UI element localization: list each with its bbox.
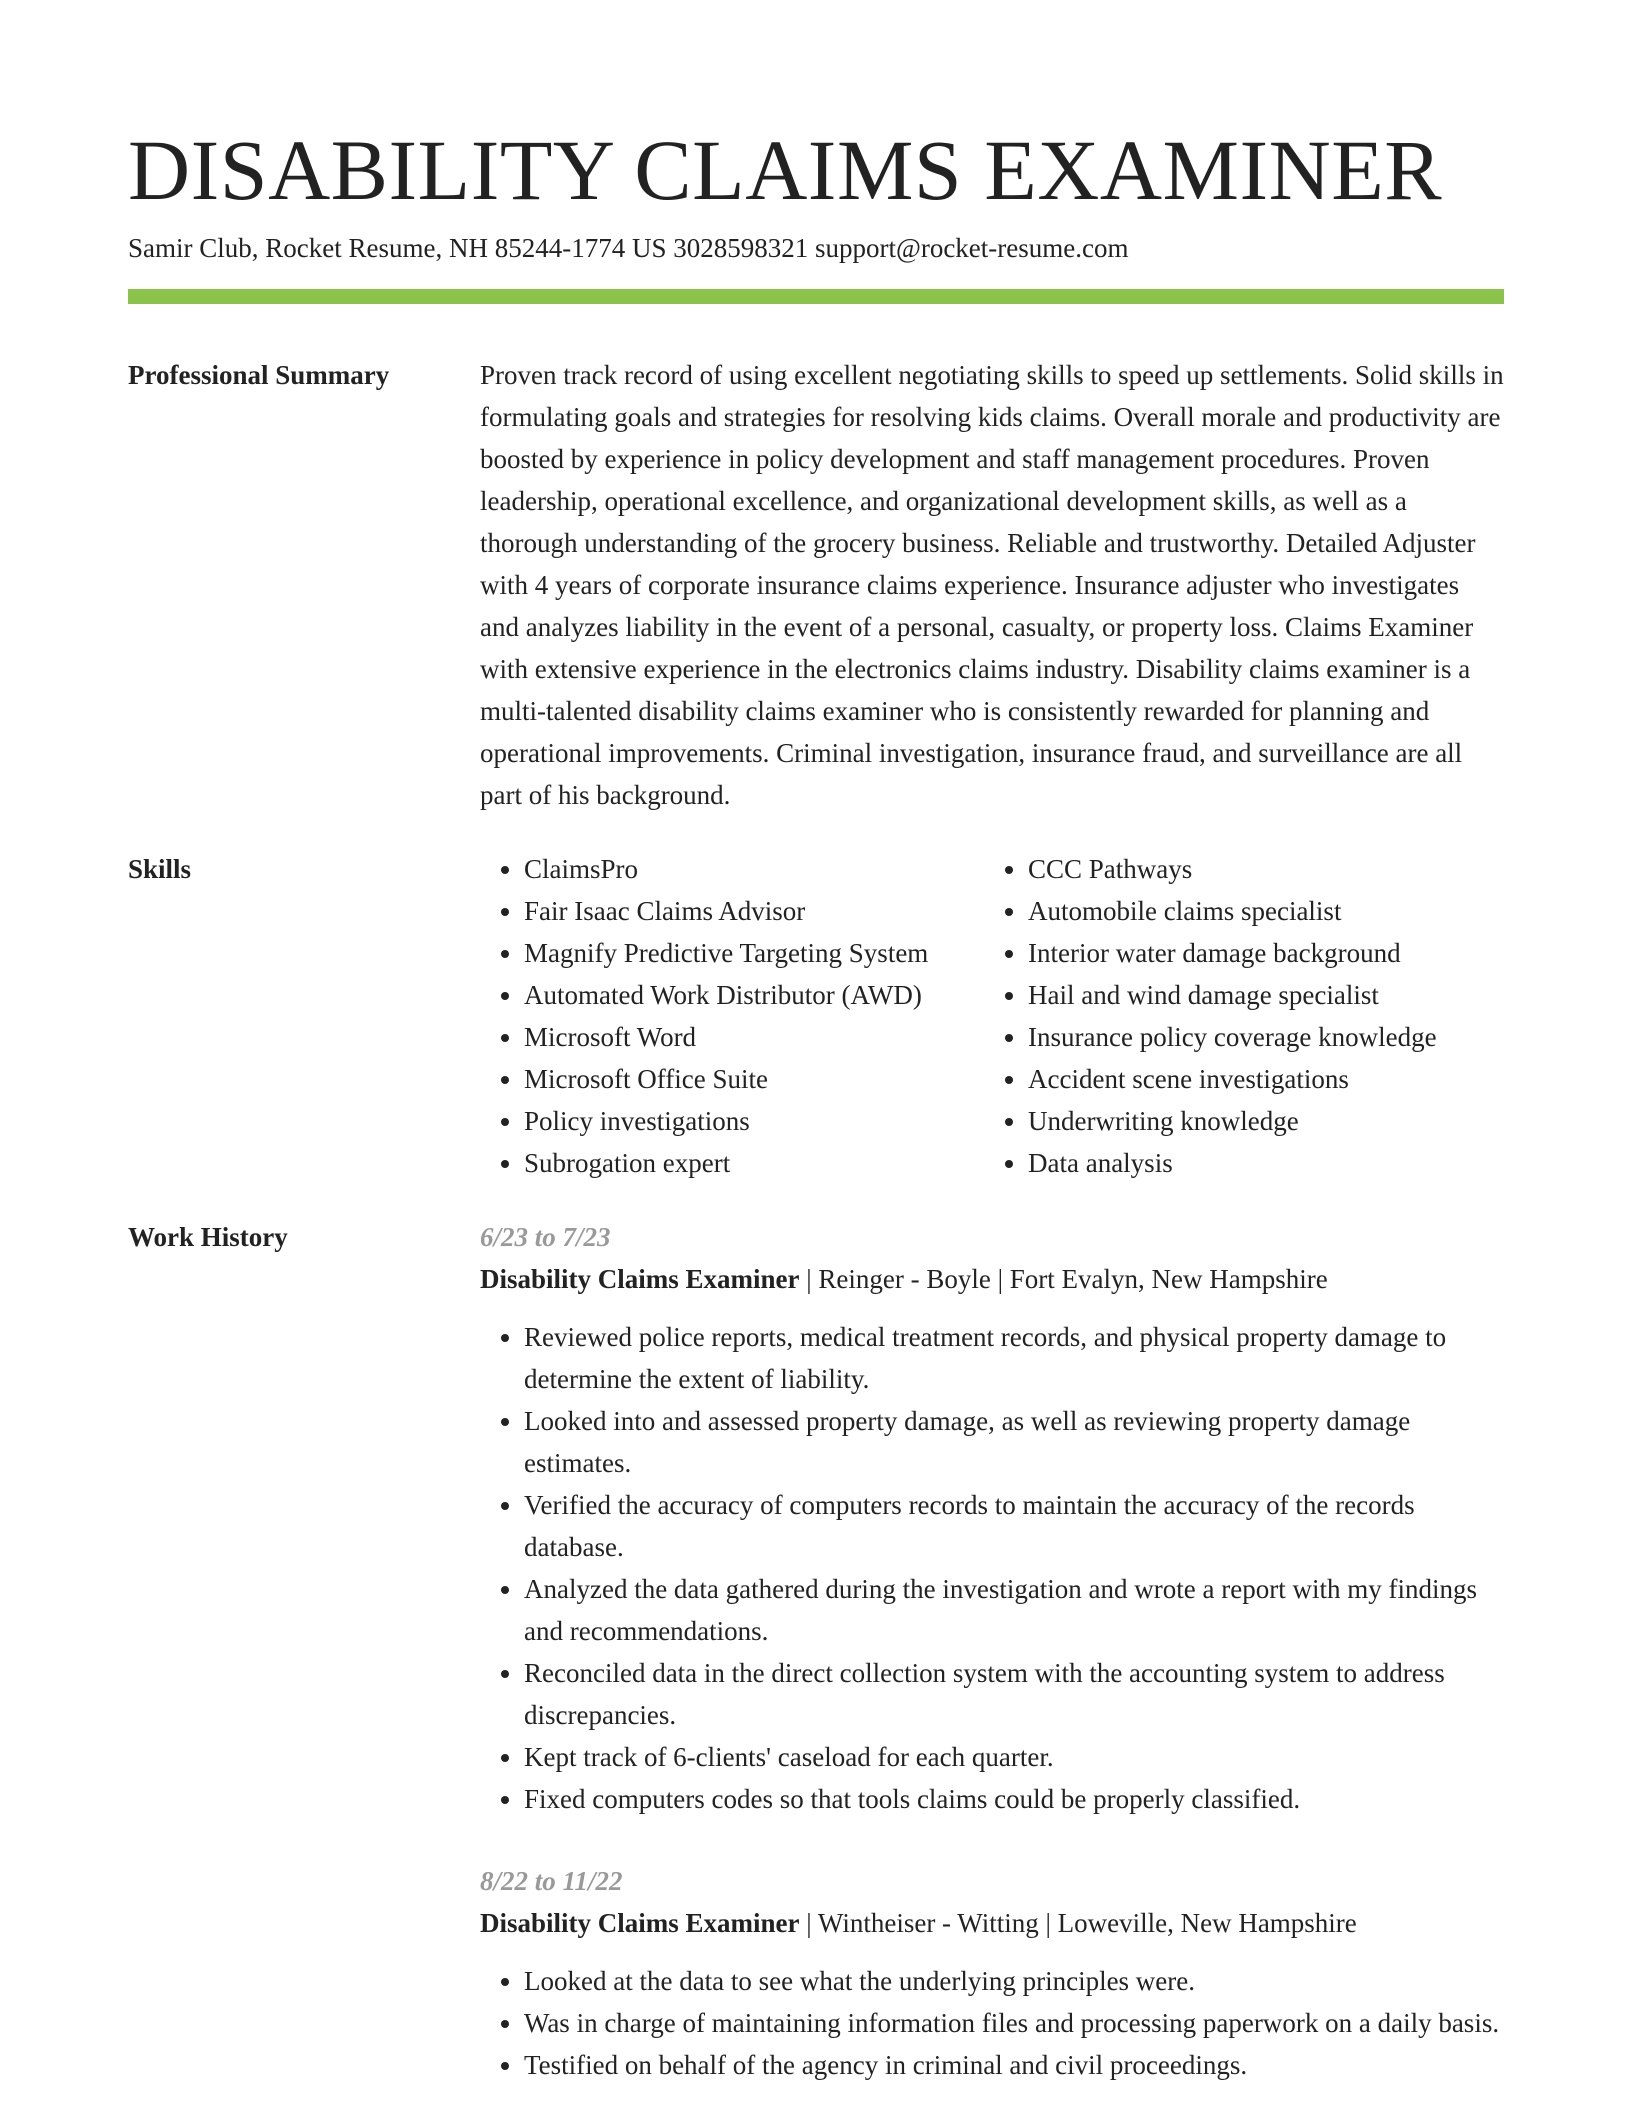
contact-line: Samir Club, Rocket Resume, NH 85244-1774 US 3028598321 support@rocket-resume.com <box>128 233 1129 263</box>
skill-item: • Microsoft Word <box>524 1016 984 1058</box>
skill-item: • Microsoft Office Suite <box>524 1058 984 1100</box>
jobs-list <box>480 1216 1504 2086</box>
job-bullets <box>480 1960 1504 2086</box>
job-heading <box>480 1902 1504 1944</box>
skill-item: • Hail and wind damage specialist <box>1028 974 1504 1016</box>
job-title: Disability Claims Examiner <box>480 1908 800 1938</box>
section-heading: Work History <box>128 1222 288 1252</box>
skills-list-right <box>984 848 1504 1184</box>
job-bullet: • Fixed computers codes so that tools claims could be properly classified. <box>524 1778 1504 1820</box>
job-heading <box>480 1258 1504 1300</box>
skills-section <box>128 848 1504 1184</box>
skill-item: • ClaimsPro <box>524 848 984 890</box>
job-bullet: • Reconciled data in the direct collection system with the accounting system to address discrepancies. <box>524 1652 1504 1736</box>
job-dates: 6/23 to 7/23 <box>480 1222 611 1252</box>
job-bullet: • Reviewed police reports, medical treatment records, and physical property damage to determine the extent of liability. <box>524 1316 1504 1400</box>
job-bullets <box>480 1316 1504 1820</box>
job-entry <box>480 1216 1504 1820</box>
resume-page <box>128 0 1504 2086</box>
skill-item: • Automated Work Distributor (AWD) <box>524 974 984 1016</box>
skill-item: • Subrogation expert <box>524 1142 984 1184</box>
job-entry <box>480 1860 1504 2086</box>
skill-item: • Data analysis <box>1028 1142 1504 1184</box>
header-divider <box>128 289 1504 304</box>
summary-text: Proven track record of using excellent negotiating skills to speed up settlements. Solid skills in formulating goals and strategies for resolving kids claims. Overall morale and productivity are boosted by experience in policy development and staff management procedures. Proven leadership, operational excellence, and organizational development skills, as well as a thorough understanding of the grocery business. Reliable and trustworthy. Detailed Adjuster with 4 years of corporate insurance claims experience. Insurance adjuster who investigates and analyzes liability in the event of a personal, casualty, or property loss. Claims Examiner with extensive experience in the electronics claims industry. Disability claims examiner is a multi-talented disability claims examiner who is consistently rewarded for planning and operational improvements. Criminal investigation, insurance fraud, and surveillance are all part of his background. <box>480 360 1504 810</box>
section-heading: Professional Summary <box>128 360 390 390</box>
page-title: DISABILITY CLAIMS EXAMINER <box>128 122 1443 218</box>
section-heading: Skills <box>128 854 192 884</box>
skills-list-left <box>480 848 984 1184</box>
skill-item: • Accident scene investigations <box>1028 1058 1504 1100</box>
job-title: Disability Claims Examiner <box>480 1264 800 1294</box>
skill-item: • Fair Isaac Claims Advisor <box>524 890 984 932</box>
job-bullet: • Kept track of 6-clients' caseload for each quarter. <box>524 1736 1504 1778</box>
summary-section <box>128 354 1504 816</box>
job-bullet: • Was in charge of maintaining information files and processing paperwork on a daily basis. <box>524 2002 1504 2044</box>
skill-item: • Underwriting knowledge <box>1028 1100 1504 1142</box>
skill-item: • Insurance policy coverage knowledge <box>1028 1016 1504 1058</box>
job-dates: 8/22 to 11/22 <box>480 1866 623 1896</box>
job-employer-location: | Reinger - Boyle | Fort Evalyn, New Hampshire <box>799 1264 1328 1294</box>
skill-item: • Policy investigations <box>524 1100 984 1142</box>
job-bullet: • Analyzed the data gathered during the investigation and wrote a report with my findings and recommendations. <box>524 1568 1504 1652</box>
job-bullet: • Testified on behalf of the agency in criminal and civil proceedings. <box>524 2044 1504 2086</box>
skill-item: • Magnify Predictive Targeting System <box>524 932 984 974</box>
job-bullet: • Verified the accuracy of computers records to maintain the accuracy of the records database. <box>524 1484 1504 1568</box>
job-bullet: • Looked into and assessed property damage, as well as reviewing property damage estimates. <box>524 1400 1504 1484</box>
work-history-section <box>128 1216 1504 2086</box>
skill-item: • Automobile claims specialist <box>1028 890 1504 932</box>
skill-item: • Interior water damage background <box>1028 932 1504 974</box>
skill-item: • CCC Pathways <box>1028 848 1504 890</box>
job-employer-location: | Wintheiser - Witting | Loweville, New Hampshire <box>799 1908 1357 1938</box>
job-bullet: • Looked at the data to see what the underlying principles were. <box>524 1960 1504 2002</box>
